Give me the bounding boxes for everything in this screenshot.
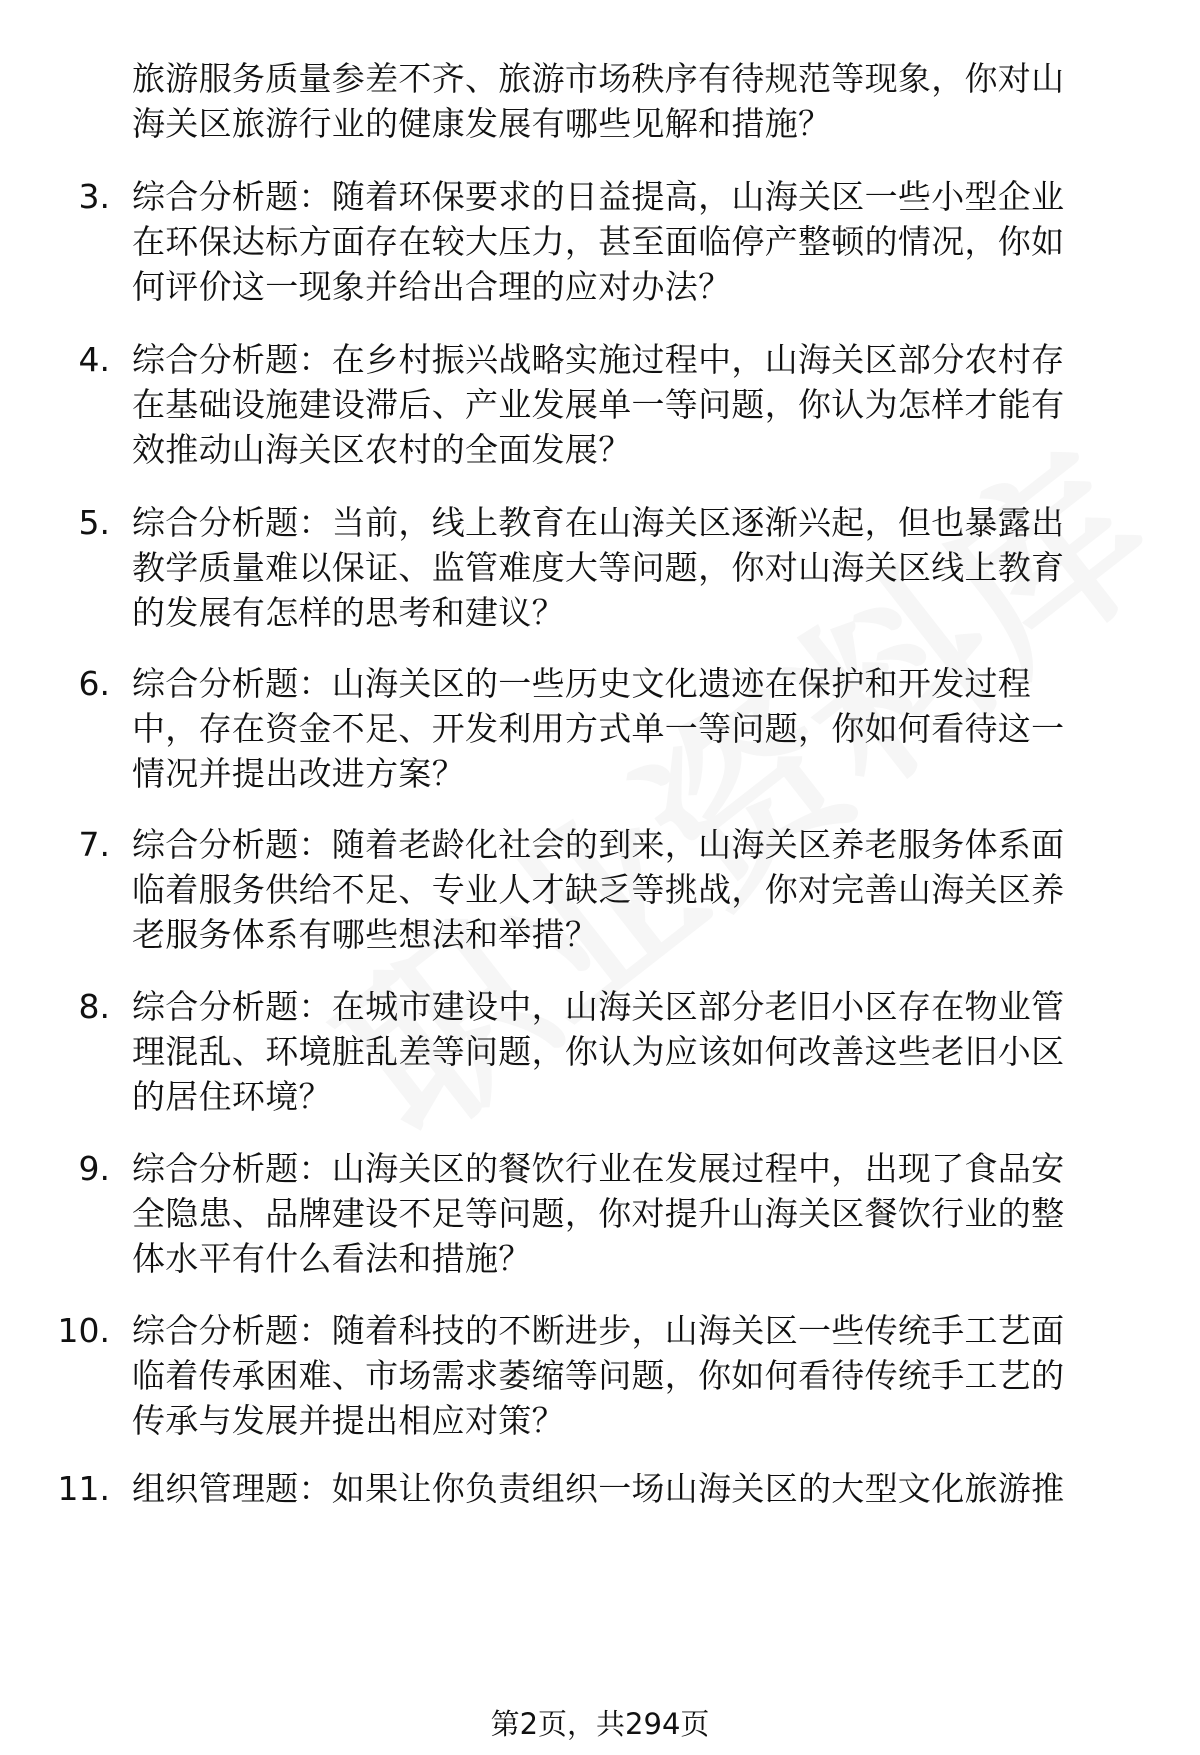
text-line: 在基础设施建设滞后、产业发展单一等问题，你认为怎样才能有	[132, 385, 1065, 424]
question-item	[132, 1466, 1142, 1511]
text-line: 综合分析题：山海关区的餐饮行业在发展过程中，出现了食品安	[132, 1149, 1065, 1188]
text-line: 情况并提出改进方案？	[132, 754, 465, 793]
question-number: 4.	[78, 340, 110, 379]
text-line: 综合分析题：当前，线上教育在山海关区逐渐兴起，但也暴露出	[132, 503, 1065, 542]
text-line: 旅游服务质量参差不齐、旅游市场秩序有待规范等现象，你对山	[132, 59, 1065, 98]
text-line: 综合分析题：随着科技的不断进步，山海关区一些传统手工艺面	[132, 1311, 1065, 1350]
text-line: 传承与发展并提出相应对策？	[132, 1401, 565, 1440]
text-line: 组织管理题：如果让你负责组织一场山海关区的大型文化旅游推	[132, 1469, 1065, 1508]
text-line: 在环保达标方面存在较大压力，甚至面临停产整顿的情况，你如	[132, 222, 1065, 261]
text-line: 综合分析题：在乡村振兴战略实施过程中，山海关区部分农村存	[132, 340, 1065, 379]
text-line: 综合分析题：随着老龄化社会的到来，山海关区养老服务体系面	[132, 825, 1065, 864]
text-line: 理混乱、环境脏乱差等问题，你认为应该如何改善这些老旧小区	[132, 1032, 1065, 1071]
text-line: 中，存在资金不足、开发利用方式单一等问题，你如何看待这一	[132, 709, 1065, 748]
page-number-footer: 第2页，共294页	[490, 1707, 710, 1741]
text-line: 海关区旅游行业的健康发展有哪些见解和措施？	[132, 104, 832, 143]
question-item	[132, 1146, 1142, 1281]
question-item	[132, 661, 1142, 796]
question-number: 6.	[78, 664, 110, 703]
text-line: 综合分析题：在城市建设中，山海关区部分老旧小区存在物业管	[132, 987, 1065, 1026]
text-line: 临着服务供给不足、专业人才缺乏等挑战，你对完善山海关区养	[132, 870, 1065, 909]
question-item	[132, 174, 1142, 309]
question-item	[132, 337, 1142, 472]
question-item	[132, 1308, 1142, 1443]
text-line: 临着传承困难、市场需求萎缩等问题，你如何看待传统手工艺的	[132, 1356, 1065, 1395]
text-line: 何评价这一现象并给出合理的应对办法？	[132, 267, 732, 306]
text-line: 综合分析题：随着环保要求的日益提高，山海关区一些小型企业	[132, 177, 1065, 216]
question-item	[132, 984, 1142, 1119]
continuation-paragraph	[132, 56, 1142, 146]
question-number: 5.	[78, 503, 110, 542]
text-line: 体水平有什么看法和措施？	[132, 1239, 532, 1278]
text-line: 的居住环境？	[132, 1077, 332, 1116]
text-line: 教学质量难以保证、监管难度大等问题，你对山海关区线上教育	[132, 548, 1065, 587]
text-line: 老服务体系有哪些想法和举措？	[132, 915, 599, 954]
text-line: 全隐患、品牌建设不足等问题，你对提升山海关区餐饮行业的整	[132, 1194, 1065, 1233]
text-line: 效推动山海关区农村的全面发展？	[132, 430, 632, 469]
question-number: 11.	[57, 1469, 110, 1508]
question-number: 7.	[78, 825, 110, 864]
question-number: 9.	[78, 1149, 110, 1188]
question-number: 10.	[57, 1311, 110, 1350]
question-number: 3.	[78, 177, 110, 216]
question-item	[132, 500, 1142, 635]
text-line: 综合分析题：山海关区的一些历史文化遗迹在保护和开发过程	[132, 664, 1032, 703]
question-number: 8.	[78, 987, 110, 1026]
text-line: 的发展有怎样的思考和建议？	[132, 593, 565, 632]
question-item	[132, 822, 1142, 957]
